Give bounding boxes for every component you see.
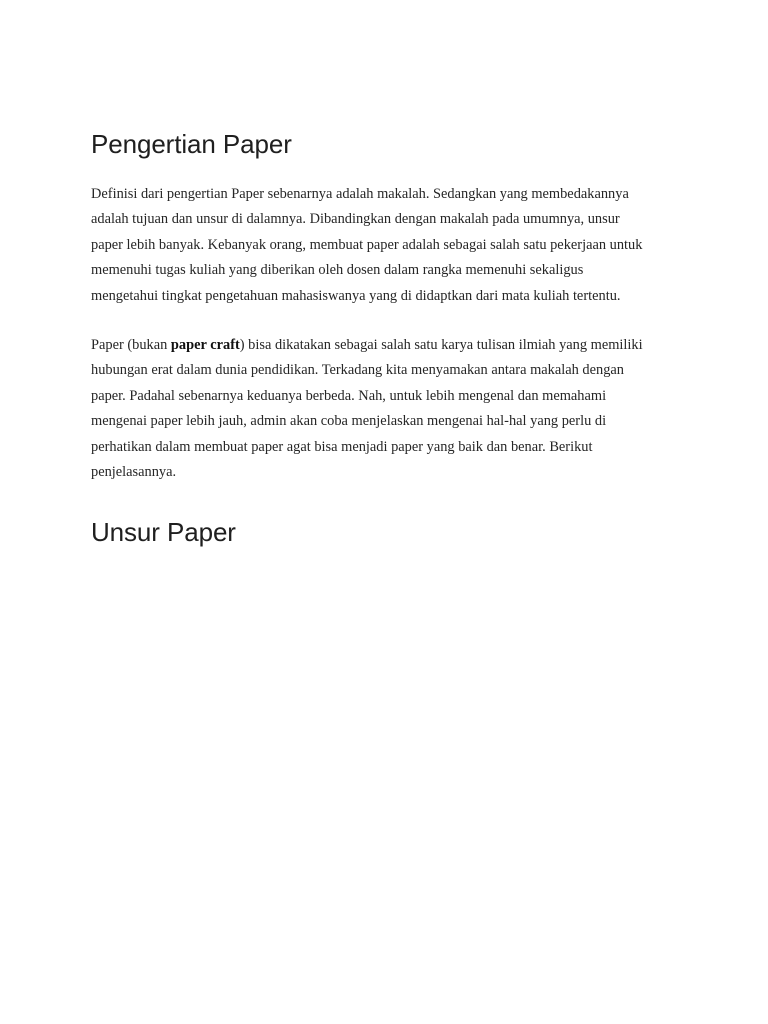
paragraph-paper-craft (91, 333, 676, 485)
paragraph-line: penjelasannya. (91, 464, 177, 481)
paragraph-line: Definisi dari pengertian Paper sebenarnya adalah makalah. Sedangkan yang membedakannya (91, 186, 629, 202)
paragraph-definition (91, 182, 676, 309)
paragraph-line: adalah tujuan dan unsur di dalamnya. Dibandingkan dengan makalah pada umumnya, unsur (91, 211, 620, 228)
section-title-pengertian-paper: Pengertian Paper (91, 129, 292, 159)
paragraph-line: memenuhi tugas kuliah yang diberikan oleh dosen dalam rangka memenuhi sekaligus (91, 262, 584, 279)
paragraph-line: paper lebih banyak. Kebanyak orang, membuat paper adalah sebagai salah satu pekerjaan untuk (91, 236, 643, 253)
paragraph-line: hubungan erat dalam dunia pendidikan. Terkadang kita menyamakan antara makalah dengan (91, 362, 624, 379)
paper-craft-link-text: paper craft (170, 337, 240, 353)
paragraph-line: perhatikan dalam membuat paper agat bisa menjadi paper yang baik dan benar. Berikut (91, 438, 593, 455)
section-title-unsur-paper: Unsur Paper (91, 517, 236, 547)
paragraph-line (91, 333, 676, 358)
paragraph-line: paper. Padahal sebenarnya keduanya berbeda. Nah, untuk lebih mengenal dan memahami (91, 387, 607, 404)
paragraph-line: mengenai paper lebih jauh, admin akan coba menjelaskan mengenai hal-hal yang perlu di (91, 413, 607, 430)
paragraph-line: mengetahui tingkat pengetahuan mahasiswanya yang di didaptkan dari mata kuliah tertentu. (91, 287, 621, 304)
paragraph-text: Paper (bukan (91, 337, 171, 353)
paragraph-text: ) bisa dikatakan sebagai salah satu karya tulisan ilmiah yang memiliki (239, 337, 643, 353)
